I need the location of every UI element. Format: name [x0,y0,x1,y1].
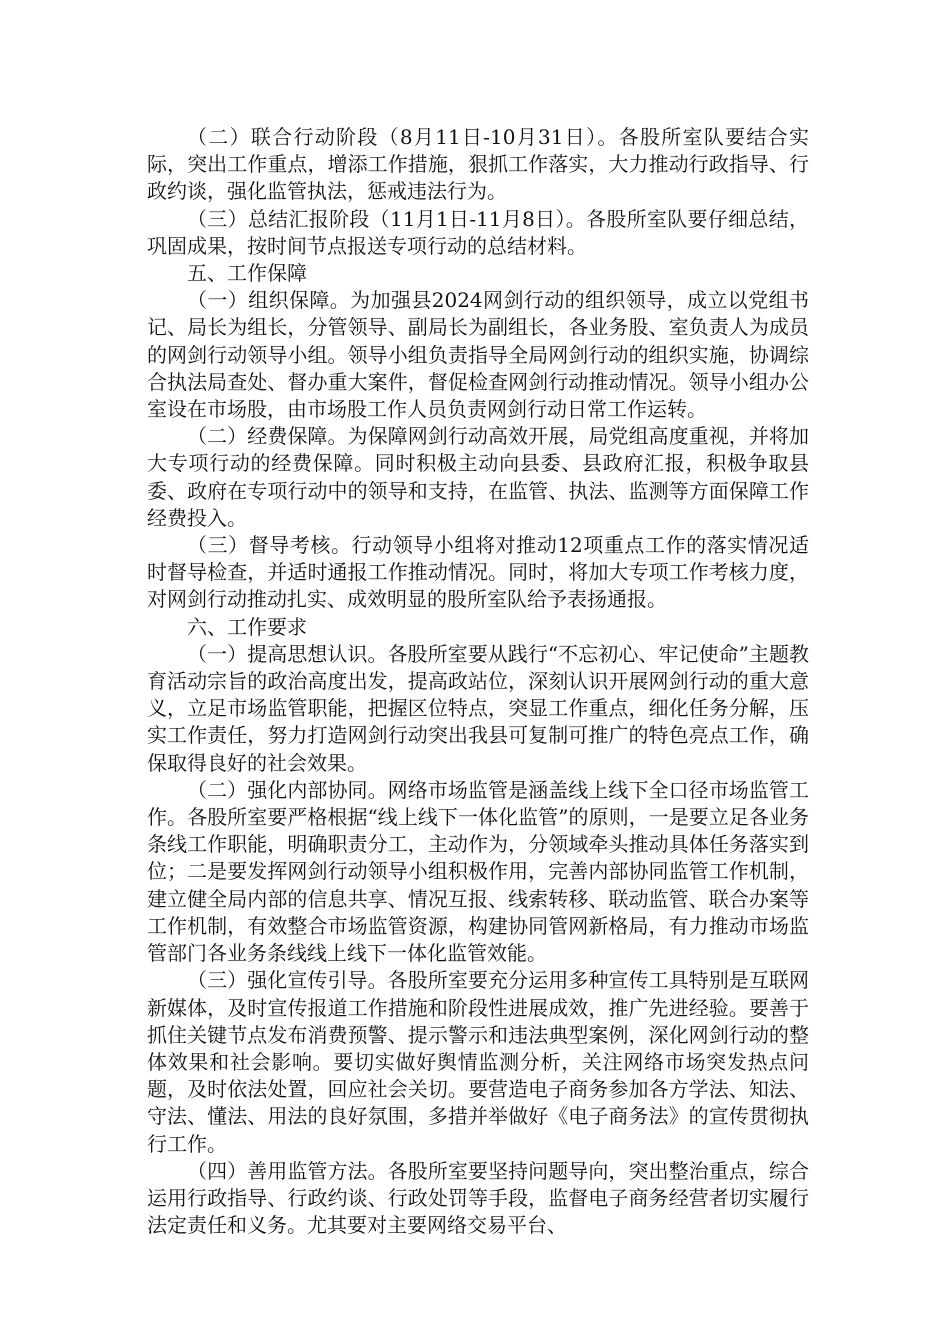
paragraph-internal-coordination: （二）强化内部协同。网络市场监管是涵盖线上线下全口径市场监管工作。各股所室要严格根据“线上线下一体化监管”的原则，一是要立足各业务条线工作职能，明确职责分工，主动作为，分领域牵头推动具体任务落实到位；二是要发挥网剑行动领导小组积极作用，完善内部协同监管工作机制，建立健全局内部的信息共享、情况互报、线索转移、联动监管、联合办案等工作机制，有效整合市场监管资源，构建协同管网新格局，有力推动市场监管部门各业务条线线上线下一体化监管效能。 [147,777,809,966]
section-heading-work-guarantee: 五、工作保障 [187,261,307,286]
paragraph-publicity-guidance: （三）强化宣传引导。各股所室要充分运用多种宣传工具特别是互联网新媒体，及时宣传报道工作措施和阶段性进展成效，推广先进经验。要善于抓住关键节点发布消费预警、提示警示和违法典型案例，深化网剑行动的整体效果和社会影响。要切实做好舆情监测分析，关注网络市场突发热点问题，及时依法处置，回应社会关切。要营造电子商务参加各方学法、知法、守法、懂法、用法的良好氛围，多措并举做好《电子商务法》的宣传贯彻执行工作。 [147,968,809,1156]
paragraph-supervision-assessment: （三）督导考核。行动领导小组将对推动12项重点工作的落实情况适时督导检查，并适时通报工作推动情况。同时，将加大专项工作考核力度，对网剑行动推动扎实、成效明显的股所室队给予表扬通报。 [147,533,809,612]
paragraph-raise-awareness: （一）提高思想认识。各股所室要从践行“不忘初心、牢记使命”主题教育活动宗旨的政治高度出发，提高政站位，深刻认识开展网剑行动的重大意义，立足市场监管职能，把握区位特点，突显工作重点，细化任务分解，压实工作责任，努力打造网剑行动突出我县可复制可推广的特色亮点工作，确保取得良好的社会效果。 [147,641,809,775]
paragraph-summary-report-stage: （三）总结汇报阶段（11月1日-11月8日）。各股所室队要仔细总结，巩固成果，按时间节点报送专项行动的总结材料。 [147,206,809,258]
paragraph-funding-guarantee: （二）经费保障。为保障网剑行动高效开展，局党组高度重视，并将加大专项行动的经费保障。同时积极主动向县委、县政府汇报，积极争取县委、政府在专项行动中的领导和支持，在监管、执法、监测等方面保障工作经费投入。 [147,424,809,530]
document-body [147,124,809,1239]
paragraph-supervision-methods: （四）善用监管方法。各股所室要坚持问题导向，突出整治重点，综合运用行政指导、行政约谈、行政处罚等手段，监督电子商务经营者切实履行法定责任和义务。尤其要对主要网络交易平台、 [147,1158,809,1238]
paragraph-organization-guarantee: （一）组织保障。为加强县2024网剑行动的组织领导，成立以党组书记、局长为组长，分管领导、副局长为副组长，各业务股、室负责人为成员的网剑行动领导小组。领导小组负责指导全局网剑行动的组织实施，协调综合执法局查处、督办重大案件，督促检查网剑行动推动情况。领导小组办公室设在市场股，由市场股工作人员负责网剑行动日常工作运转。 [147,288,809,422]
section-heading-work-requirements: 六、工作要求 [187,614,307,639]
paragraph-joint-action-stage: （二）联合行动阶段（8月11日-10月31日）。各股所室队要结合实际，突出工作重点，增添工作措施，狠抓工作落实，大力推动行政指导、行政约谈，强化监管执法，惩戒违法行为。 [147,125,809,204]
